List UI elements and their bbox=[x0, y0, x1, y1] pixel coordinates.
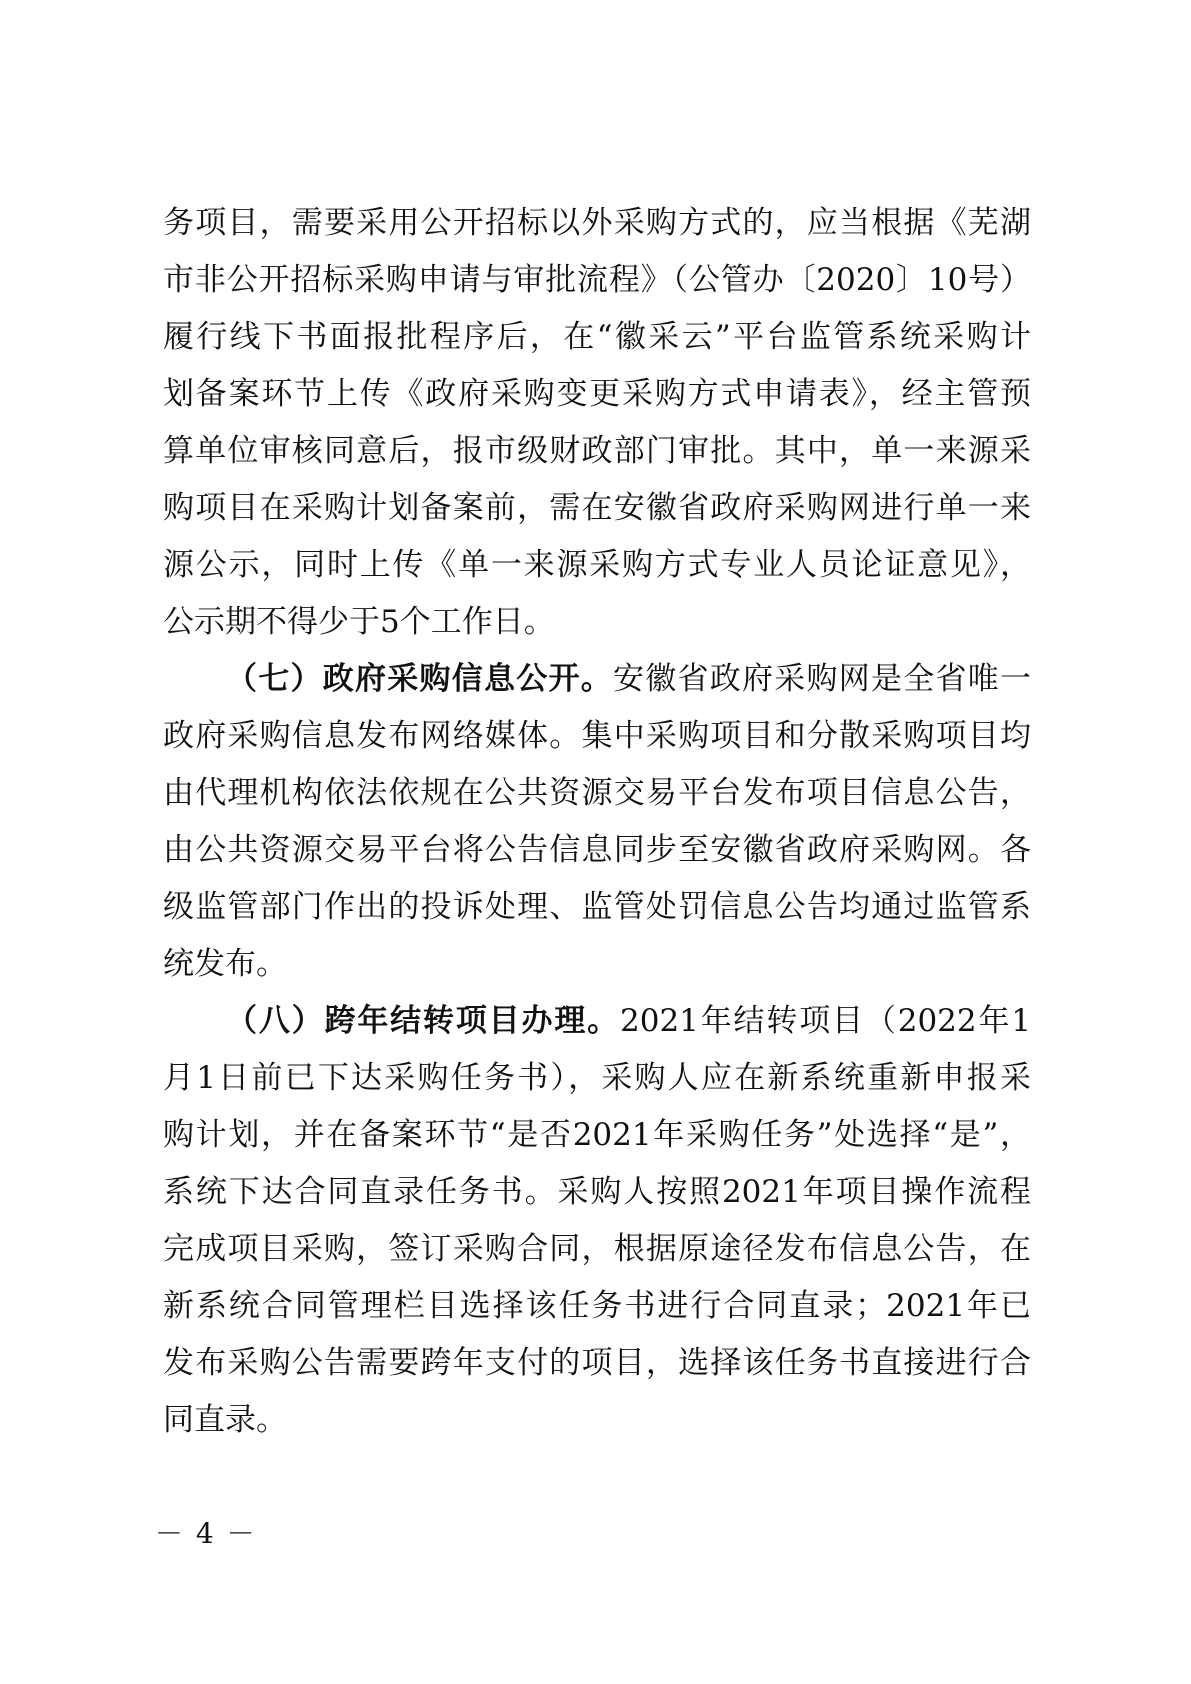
section-7-line bbox=[226, 659, 1031, 699]
body-line: 政府采购信息发布网络媒体。集中采购项目和分散采购项目均 bbox=[163, 718, 1031, 754]
body-line: 系统下达合同直录任务书。采购人按照2021年项目操作流程 bbox=[163, 1174, 1031, 1210]
page-number: － 4 － bbox=[155, 1517, 257, 1550]
body-line: 划备案环节上传《政府采购变更采购方式申请表》，经主管预 bbox=[163, 376, 1031, 412]
body-line: 公示期不得少于5个工作日。 bbox=[163, 604, 555, 640]
body-line: 月1日前已下达采购任务书），采购人应在新系统重新申报采 bbox=[163, 1060, 1031, 1096]
body-line: 购计划，并在备案环节“是否2021年采购任务”处选择“是”， bbox=[163, 1117, 1031, 1153]
body-line: 级监管部门作出的投诉处理、监管处罚信息公告均通过监管系 bbox=[163, 889, 1031, 925]
section-8-text: 2021年结转项目（2022年1 bbox=[620, 1003, 1031, 1039]
body-line: 算单位审核同意后，报市级财政部门审批。其中，单一来源采 bbox=[163, 433, 1031, 469]
body-line: 市非公开招标采购申请与审批流程》（公管办〔2020〕10号） bbox=[163, 262, 1031, 298]
body-line: 务项目，需要采用公开招标以外采购方式的，应当根据《芜湖 bbox=[163, 205, 1031, 241]
body-line: 新系统合同管理栏目选择该任务书进行合同直录；2021年已 bbox=[163, 1288, 1031, 1324]
body-line: 源公示，同时上传《单一来源采购方式专业人员论证意见》， bbox=[163, 547, 1031, 583]
body-line: 同直录。 bbox=[163, 1402, 287, 1438]
section-7-text: 安徽省政府采购网是全省唯一 bbox=[613, 661, 1031, 697]
body-line: 由公共资源交易平台将公告信息同步至安徽省政府采购网。各 bbox=[163, 832, 1031, 868]
body-line: 完成项目采购，签订采购合同，根据原途径发布信息公告，在 bbox=[163, 1231, 1031, 1267]
section-7-heading: （七）政府采购信息公开。 bbox=[226, 661, 613, 697]
section-8-heading: （八）跨年结转项目办理。 bbox=[226, 1003, 620, 1039]
body-line: 发布采购公告需要跨年支付的项目，选择该任务书直接进行合 bbox=[163, 1345, 1031, 1381]
section-8-line bbox=[226, 1001, 1031, 1041]
body-line: 购项目在采购计划备案前，需在安徽省政府采购网进行单一来 bbox=[163, 490, 1031, 526]
body-line: 履行线下书面报批程序后，在“徽采云”平台监管系统采购计 bbox=[163, 319, 1031, 355]
body-line: 由代理机构依法依规在公共资源交易平台发布项目信息公告， bbox=[163, 775, 1031, 811]
body-line: 统发布。 bbox=[163, 946, 287, 982]
